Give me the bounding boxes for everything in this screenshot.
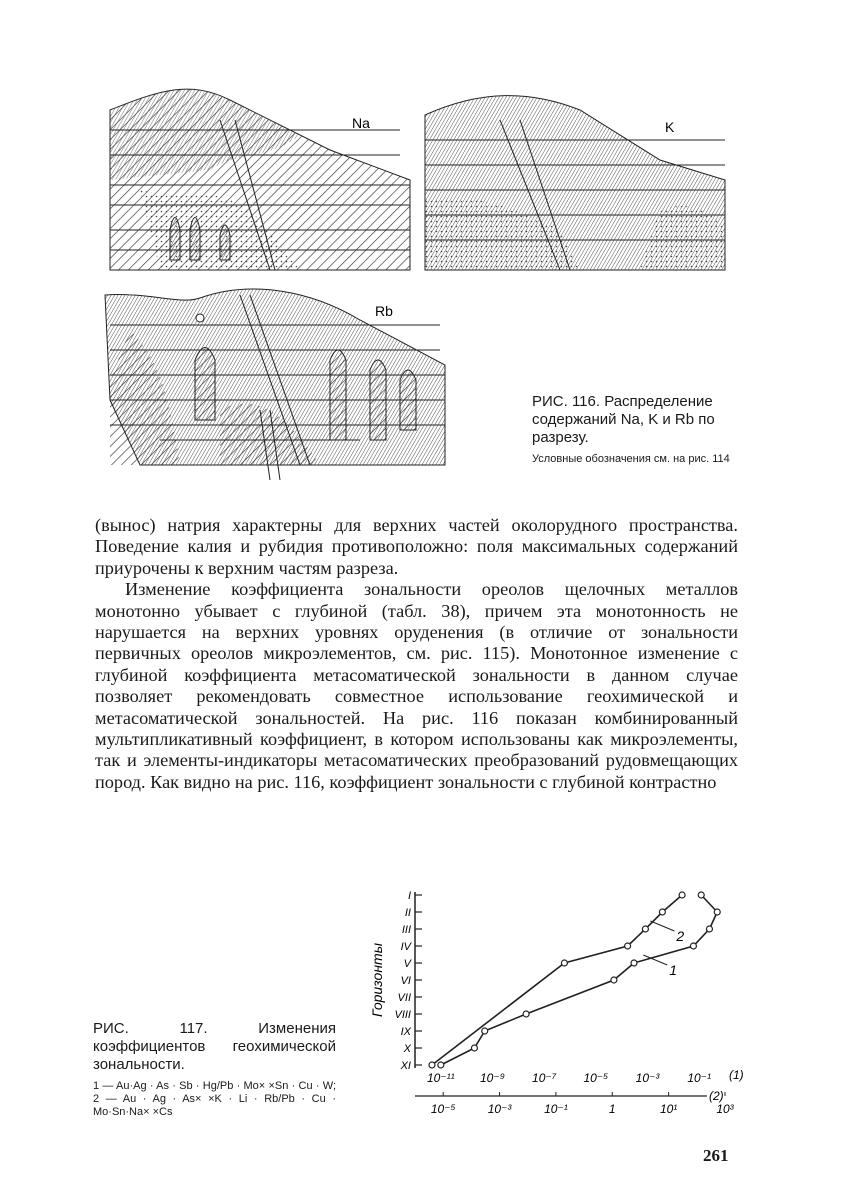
series-2-leader xyxy=(650,921,674,931)
x1-tick-label: 10⁻³ xyxy=(635,1071,660,1085)
x1-tick-label: 10⁻¹ xyxy=(687,1071,712,1085)
x1-tick-label: 10⁻⁷ xyxy=(532,1071,557,1085)
y-tick-label: IV xyxy=(400,941,411,953)
x2-tick-label: 10⁻¹ xyxy=(544,1102,568,1116)
panel-label-na: Na xyxy=(352,115,370,131)
x2-tick-label: 1 xyxy=(608,1102,616,1116)
x2-tick-label: 10⁻⁵ xyxy=(430,1102,456,1116)
series-1-point xyxy=(698,892,704,898)
panel-k xyxy=(425,96,725,270)
series-2-label: 2 xyxy=(676,928,685,944)
series-1-point xyxy=(690,943,696,949)
y-tick-label: X xyxy=(403,1043,411,1055)
panel-label-k: K xyxy=(665,119,675,135)
y-tick-label: I xyxy=(407,890,411,902)
body-text xyxy=(95,515,738,793)
series-2-point xyxy=(659,909,665,915)
x1-tick-label: 10⁻⁵ xyxy=(583,1071,609,1085)
y-tick-label: VII xyxy=(397,992,411,1004)
series-1-point xyxy=(611,977,617,983)
x1-tick-label: 10⁻¹¹ xyxy=(426,1071,455,1085)
x2-tick-label: 10¹ xyxy=(659,1102,678,1116)
page-number: 261 xyxy=(703,1146,729,1165)
figure-116-caption-note: Условные обозначения см. на рис. 114 xyxy=(532,453,730,465)
figure-116-caption-title: РИС. 116. Распределение содержаний Na, K и Rb по разрезу. xyxy=(532,393,715,446)
series-1-point xyxy=(438,1062,444,1068)
x2-tick-label: 10⁻³ xyxy=(487,1102,512,1116)
y-axis-title: Горизонты xyxy=(369,943,385,1017)
series-1-label: 1 xyxy=(669,962,678,978)
series-1-point xyxy=(471,1045,477,1051)
paragraph-continuation: (вынос) натрия характерны для верхних частей околорудного пространства. Поведение калия и рубидия противоположно: поля максимальных содержаний приурочены к верхним частям разреза. xyxy=(95,515,738,578)
series-2-point xyxy=(642,926,648,932)
paragraph-main: Изменение коэффициента зональности ореолов щелочных металлов монотонно убывает с глубиной (табл. 38), причем эта монотонность не нарушается на верхних уровнях оруденения (в отличие от зональности первичных ореолов микроэлементов, см. рис. 115). Монотонное изменение с глубиной коэффициента метасоматической зональности в данном случае позволяет рекомендовать совместное использование геохимической и метасоматической зональностей. На рис. 116 показан комбинированный мультипликативный коэффициент, в котором использованы как микроэлементы, так и элементы-индикаторы метасоматических преобразований рудовмещающих пород. Как видно на рис. 116, коэффициент зональности с глубиной контрастно xyxy=(95,579,738,792)
panel-label-rb: Rb xyxy=(375,303,393,319)
figure-117-caption-legend: 1 — Au·Ag · As · Sb · Hg/Pb · Mo× ×Sn · Cu · W; 2 — Au · Ag · As× ×K · Li · Rb/Pb · Cu · Mo·Sn·Na× ×Cs xyxy=(93,1080,336,1118)
figure-116-caption xyxy=(532,393,742,466)
x2-axis-tag: (2) xyxy=(709,1089,724,1103)
series-1-point xyxy=(482,1028,488,1034)
series-1-line xyxy=(441,895,717,1065)
panel-na xyxy=(110,89,410,270)
y-tick-label: V xyxy=(403,958,411,970)
y-tick-label: VI xyxy=(400,975,411,987)
y-tick-label: II xyxy=(404,907,411,919)
series-1-point xyxy=(523,1011,529,1017)
x1-tick-label: 10⁻⁹ xyxy=(479,1071,506,1085)
series-2-line xyxy=(432,895,685,1065)
y-tick-label: XI xyxy=(400,1060,411,1072)
x1-axis-tag: (1) xyxy=(729,1068,744,1082)
figure-117-caption-title: РИС. 117. Изменения коэффициентов геохимической зональности. xyxy=(93,1020,336,1073)
figure-117-chart xyxy=(360,880,750,1140)
series-1-point xyxy=(706,926,712,932)
series-2-point xyxy=(679,892,685,898)
series-2-point xyxy=(561,960,567,966)
series-1-point xyxy=(631,960,637,966)
series-1-point xyxy=(714,909,720,915)
figure-117-caption xyxy=(93,1020,336,1119)
y-tick-label: III xyxy=(401,924,411,936)
panel-rb xyxy=(105,289,445,480)
series-2-point xyxy=(429,1062,435,1068)
x2-tick-label: 10³ xyxy=(716,1102,734,1116)
series-2-point xyxy=(625,943,631,949)
y-tick-label: VIII xyxy=(394,1009,411,1021)
y-tick-label: IX xyxy=(400,1026,411,1038)
